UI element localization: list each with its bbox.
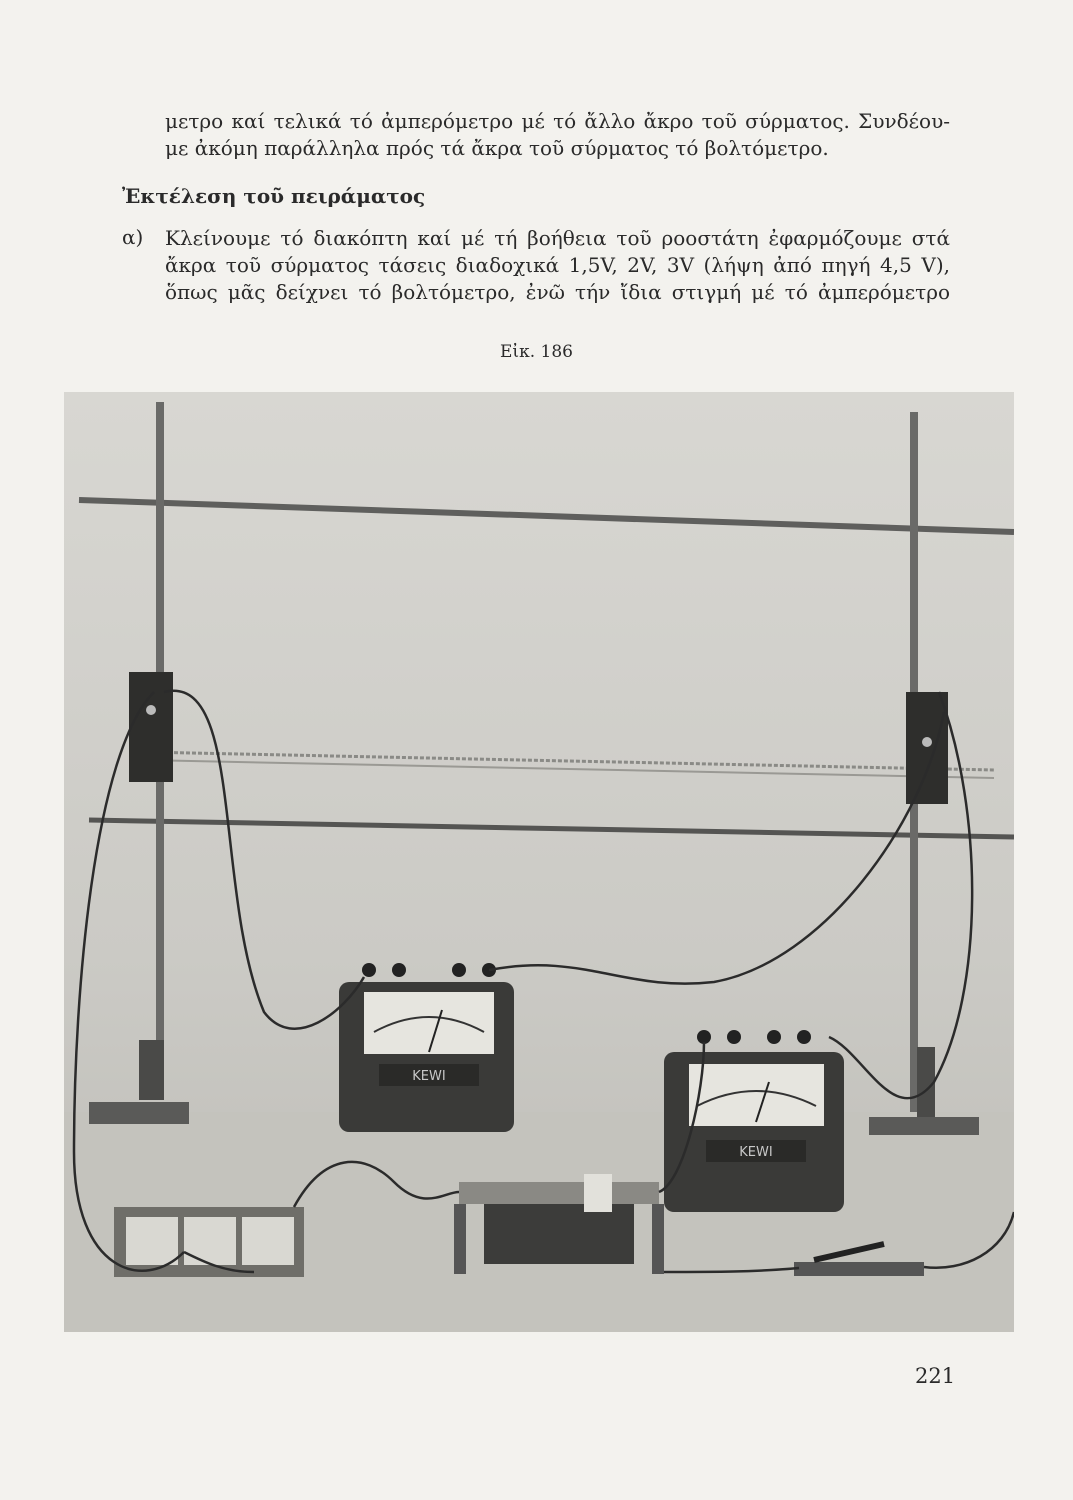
battery-pack — [114, 1207, 304, 1277]
paragraph-step-a — [165, 225, 950, 306]
text-line: ἄκρα τοῦ σύρματος τάσεις διαδοχικά 1,5V, 2V, 3V (λήψη ἀπό πηγή 4,5 V), — [165, 253, 950, 277]
text-line: μετρο καί τελικά τό ἀμπερόμετρο μέ τό ἄλλο ἄκρο τοῦ σύρματος. Συνδέου- — [165, 109, 950, 133]
apparatus-illustration — [64, 392, 1014, 1332]
section-heading: Ἐκτέλεση τοῦ πειράματος — [122, 184, 426, 208]
paragraph-intro — [165, 108, 950, 162]
terminal-icon — [146, 705, 156, 715]
voltmeter — [339, 963, 514, 1132]
terminal-icon — [922, 737, 932, 747]
left-wire-holder — [129, 672, 173, 782]
text-line: με ἀκόμη παράλληλα πρός τά ἄκρα τοῦ σύρματος τό βολτόμετρο. — [165, 136, 829, 160]
left-stand-base — [89, 1102, 189, 1124]
meter-brand-label: KEWI — [412, 1069, 446, 1084]
right-stand-base — [869, 1117, 979, 1135]
left-stand-clamp — [139, 1040, 164, 1100]
text-line: ὅπως μᾶς δείχνει τό βολτόμετρο, ἐνῶ τήν ἴδια στιγμή μέ τό ἀμπερόμετρο — [165, 280, 950, 304]
right-wire-holder — [906, 692, 948, 804]
rheostat — [454, 1174, 664, 1274]
figure-caption: Εἰκ. 186 — [500, 342, 573, 362]
experiment-photo — [64, 392, 1014, 1332]
page-number: 221 — [915, 1364, 956, 1388]
meter-brand-label: KEWI — [739, 1145, 773, 1160]
right-stand-clamp — [917, 1047, 935, 1117]
ammeter — [664, 1030, 844, 1212]
text-line: Κλείνουμε τό διακόπτη καί μέ τή βοήθεια τοῦ ροοστάτη ἐφαρμόζουμε στά — [165, 226, 950, 250]
list-item-label: α) — [122, 225, 144, 249]
